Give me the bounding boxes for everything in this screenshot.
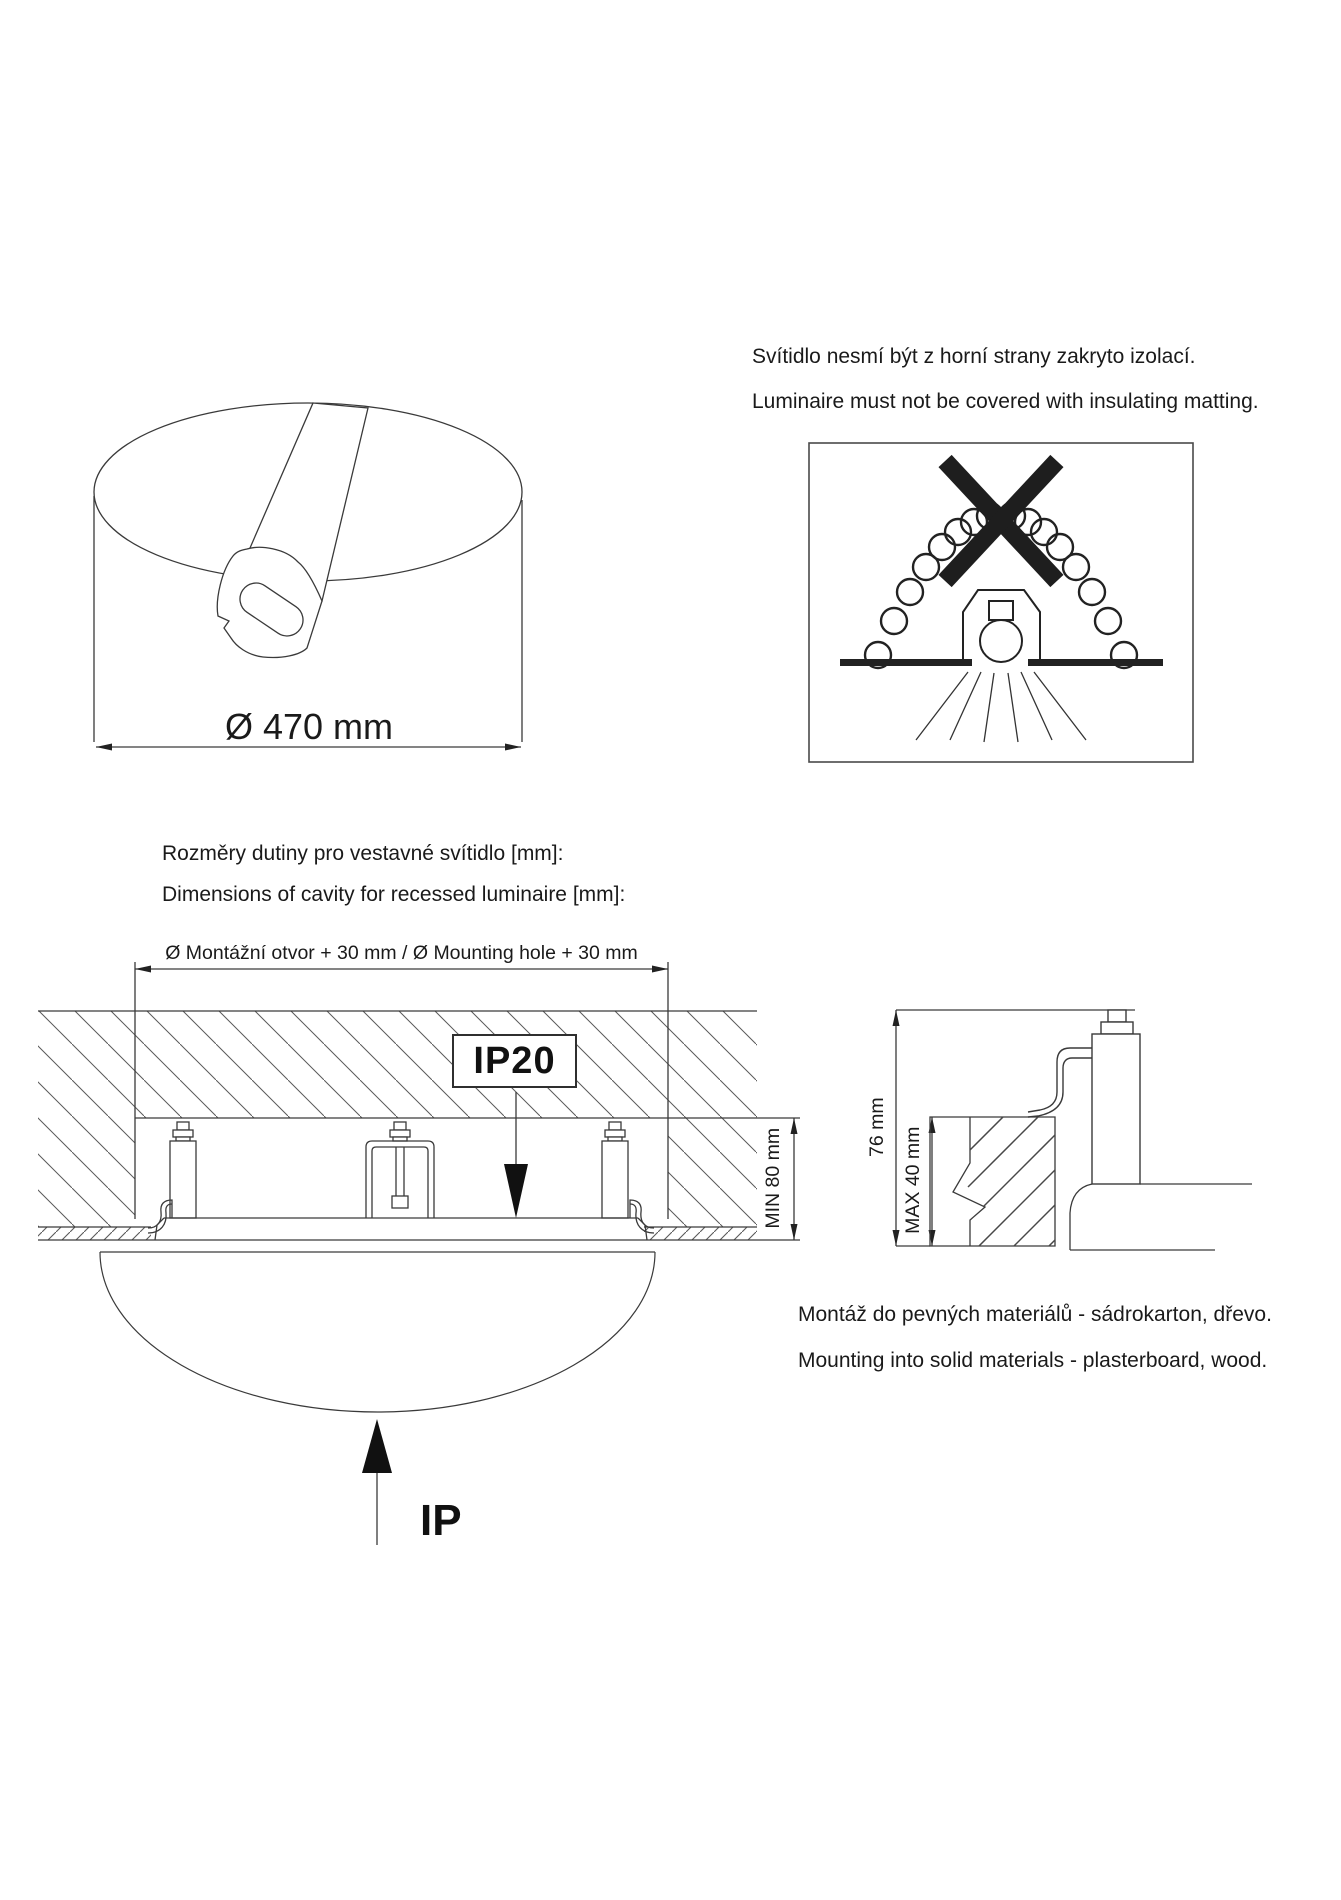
- cutout-drawing: [94, 403, 522, 751]
- center-bracket: [366, 1122, 434, 1218]
- plasterboard-strip-left: [38, 1227, 151, 1240]
- lamp-socket: [989, 601, 1013, 620]
- ceiling-hatch-left: [38, 1118, 135, 1227]
- spring-clip-right: [630, 1200, 654, 1233]
- insulation-warning-pictogram: [809, 443, 1193, 762]
- total-height-label: 76 mm: [865, 1097, 888, 1158]
- ceiling-bar-left: [840, 659, 972, 666]
- cavity-heading-en: Dimensions of cavity for recessed luminaire [mm]:: [162, 883, 626, 906]
- ip-arrow: [362, 1419, 392, 1545]
- warning-note-en: Luminaire must not be covered with insulating matting.: [752, 390, 1259, 413]
- wood-hatch: [968, 1065, 1055, 1327]
- cavity-heading-cs: Rozměry dutiny pro vestavné svítidlo [mm]:: [162, 842, 564, 865]
- mounting-hole-dimension: [135, 966, 668, 973]
- ip20-rating-badge: IP20: [452, 1034, 577, 1088]
- ceiling-bar-right: [1028, 659, 1163, 666]
- handsaw-icon: [217, 403, 368, 658]
- material-block: [930, 1117, 1055, 1246]
- min-depth-label: MIN 80 mm: [761, 1127, 784, 1229]
- mounting-hole-dimension-label: Ø Montážní otvor + 30 mm / Ø Mounting hole + 30 mm: [165, 942, 638, 964]
- fixing-post-left: [170, 1122, 196, 1218]
- luminaire-tray: [155, 1218, 647, 1240]
- mounting-note-en: Mounting into solid materials - plasterboard, wood.: [798, 1349, 1268, 1372]
- mounting-note-cs: Montáž do pevných materiálů - sádrokarton, dřevo.: [798, 1303, 1272, 1326]
- side-mounting-detail: [893, 1010, 1253, 1327]
- spring-clip-left: [148, 1200, 172, 1233]
- cutout-diameter-label: Ø 470 mm: [224, 706, 394, 747]
- fixing-post-right: [602, 1122, 628, 1218]
- lamp-bulb: [980, 620, 1022, 662]
- max-thickness-label: MAX 40 mm: [901, 1126, 924, 1234]
- min-depth-dimension: [791, 1118, 798, 1240]
- ip-arrow-label: IP: [420, 1496, 462, 1545]
- lamp-symbol: [963, 590, 1040, 663]
- clip-spring-wire: [1028, 1048, 1092, 1117]
- glass-dome: [100, 1252, 655, 1412]
- break-line: [953, 1117, 985, 1246]
- detail-luminaire-edge: [1070, 1184, 1252, 1250]
- warning-note-cs: Svítidlo nesmí být z horní strany zakryto izolací.: [752, 345, 1196, 368]
- ceiling-hatch-right: [668, 1118, 757, 1227]
- ceiling-hatch-top: [38, 1011, 757, 1118]
- cross-section-diagram: [38, 962, 800, 1545]
- clip-post: [1092, 1010, 1140, 1184]
- plasterboard-strip-right: [644, 1227, 757, 1240]
